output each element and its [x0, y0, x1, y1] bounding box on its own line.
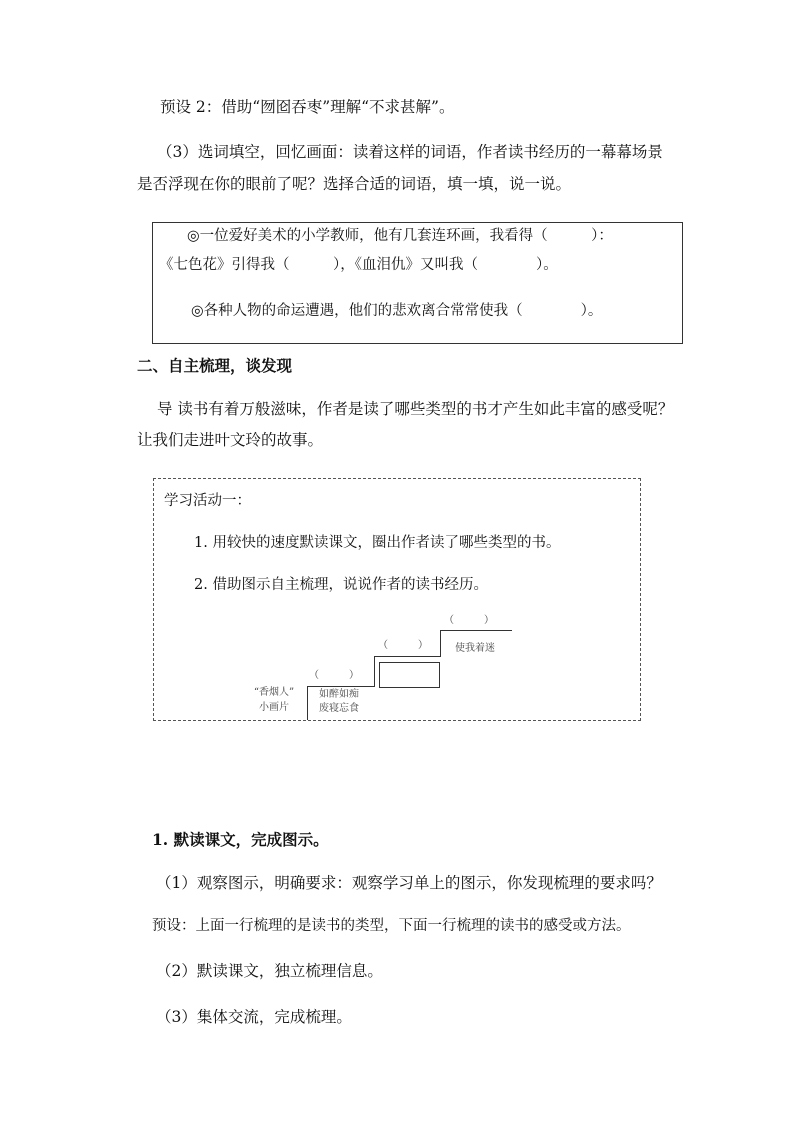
question-3-line-1: （3）选词填空，回忆画面：读着这样的词语，作者读书经历的一幕幕场景	[157, 143, 663, 161]
fill-box-line-2: 《七色花》引得我（ ），《血泪仇》又叫我（ ）。	[159, 257, 558, 273]
activity-title: 学习活动一：	[164, 493, 251, 509]
step-1-label-1: 如醉如痴	[319, 689, 359, 700]
task-1-question-2: （2）默读课文，独立梳理信息。	[156, 962, 383, 980]
activity-item-1: 1. 用较快的速度默读课文，圈出作者读了哪些类型的书。	[194, 535, 561, 551]
step-1-tread	[307, 686, 374, 687]
step-0-label-2: 小画片	[259, 702, 289, 713]
step-1-riser	[307, 686, 308, 720]
step-2-tread	[374, 656, 440, 657]
step-2-blank: （ ）	[378, 640, 428, 651]
task-1-question-3: （3）集体交流，完成梳理。	[156, 1008, 352, 1026]
intro-line-1: 导 读书有着万般滋味，作者是读了哪些类型的书才产生如此丰富的感受呢？	[157, 400, 674, 418]
step-3-blank: （ ）	[444, 615, 494, 626]
learning-activity-box	[153, 478, 641, 721]
fill-box-line-1: ◎一位爱好美术的小学教师，他有几套连环画，我看得（ ）：	[187, 228, 613, 244]
step-3-label: 使我着迷	[455, 643, 495, 654]
step-1-blank: （ ）	[309, 670, 359, 681]
fill-box-line-3: ◎各种人物的命运遭遇，他们的悲欢离合常常使我（ ）。	[191, 303, 603, 319]
question-3-line-2: 是否浮现在你的眼前了呢？选择合适的词语，填一填，说一说。	[137, 175, 572, 193]
step-2-answer-box	[379, 662, 440, 688]
task-1-title: 1. 默读课文，完成图示。	[152, 830, 329, 849]
intro-line-2: 让我们走进叶文玲的故事。	[137, 431, 324, 449]
step-3-riser	[440, 630, 441, 657]
step-3-tread	[440, 630, 512, 631]
step-2-riser	[374, 656, 375, 687]
step-0-label-1: “香烟人”	[253, 687, 295, 698]
preset-2: 预设 2：借助“囫囵吞枣”理解“不求甚解”。	[160, 98, 455, 116]
activity-item-2: 2. 借助图示自主梳理，说说作者的读书经历。	[194, 577, 488, 593]
task-1-preset: 预设：上面一行梳理的是读书的类型，下面一行梳理的读书的感受或方法。	[152, 918, 631, 934]
fill-in-box	[152, 222, 683, 344]
task-1-question-1: （1）观察图示，明确要求：观察学习单上的图示，你发现梳理的要求吗？	[156, 874, 662, 892]
section-2-title: 二、自主梳理，谈发现	[137, 356, 293, 375]
step-1-label-2: 废寝忘食	[319, 703, 359, 714]
